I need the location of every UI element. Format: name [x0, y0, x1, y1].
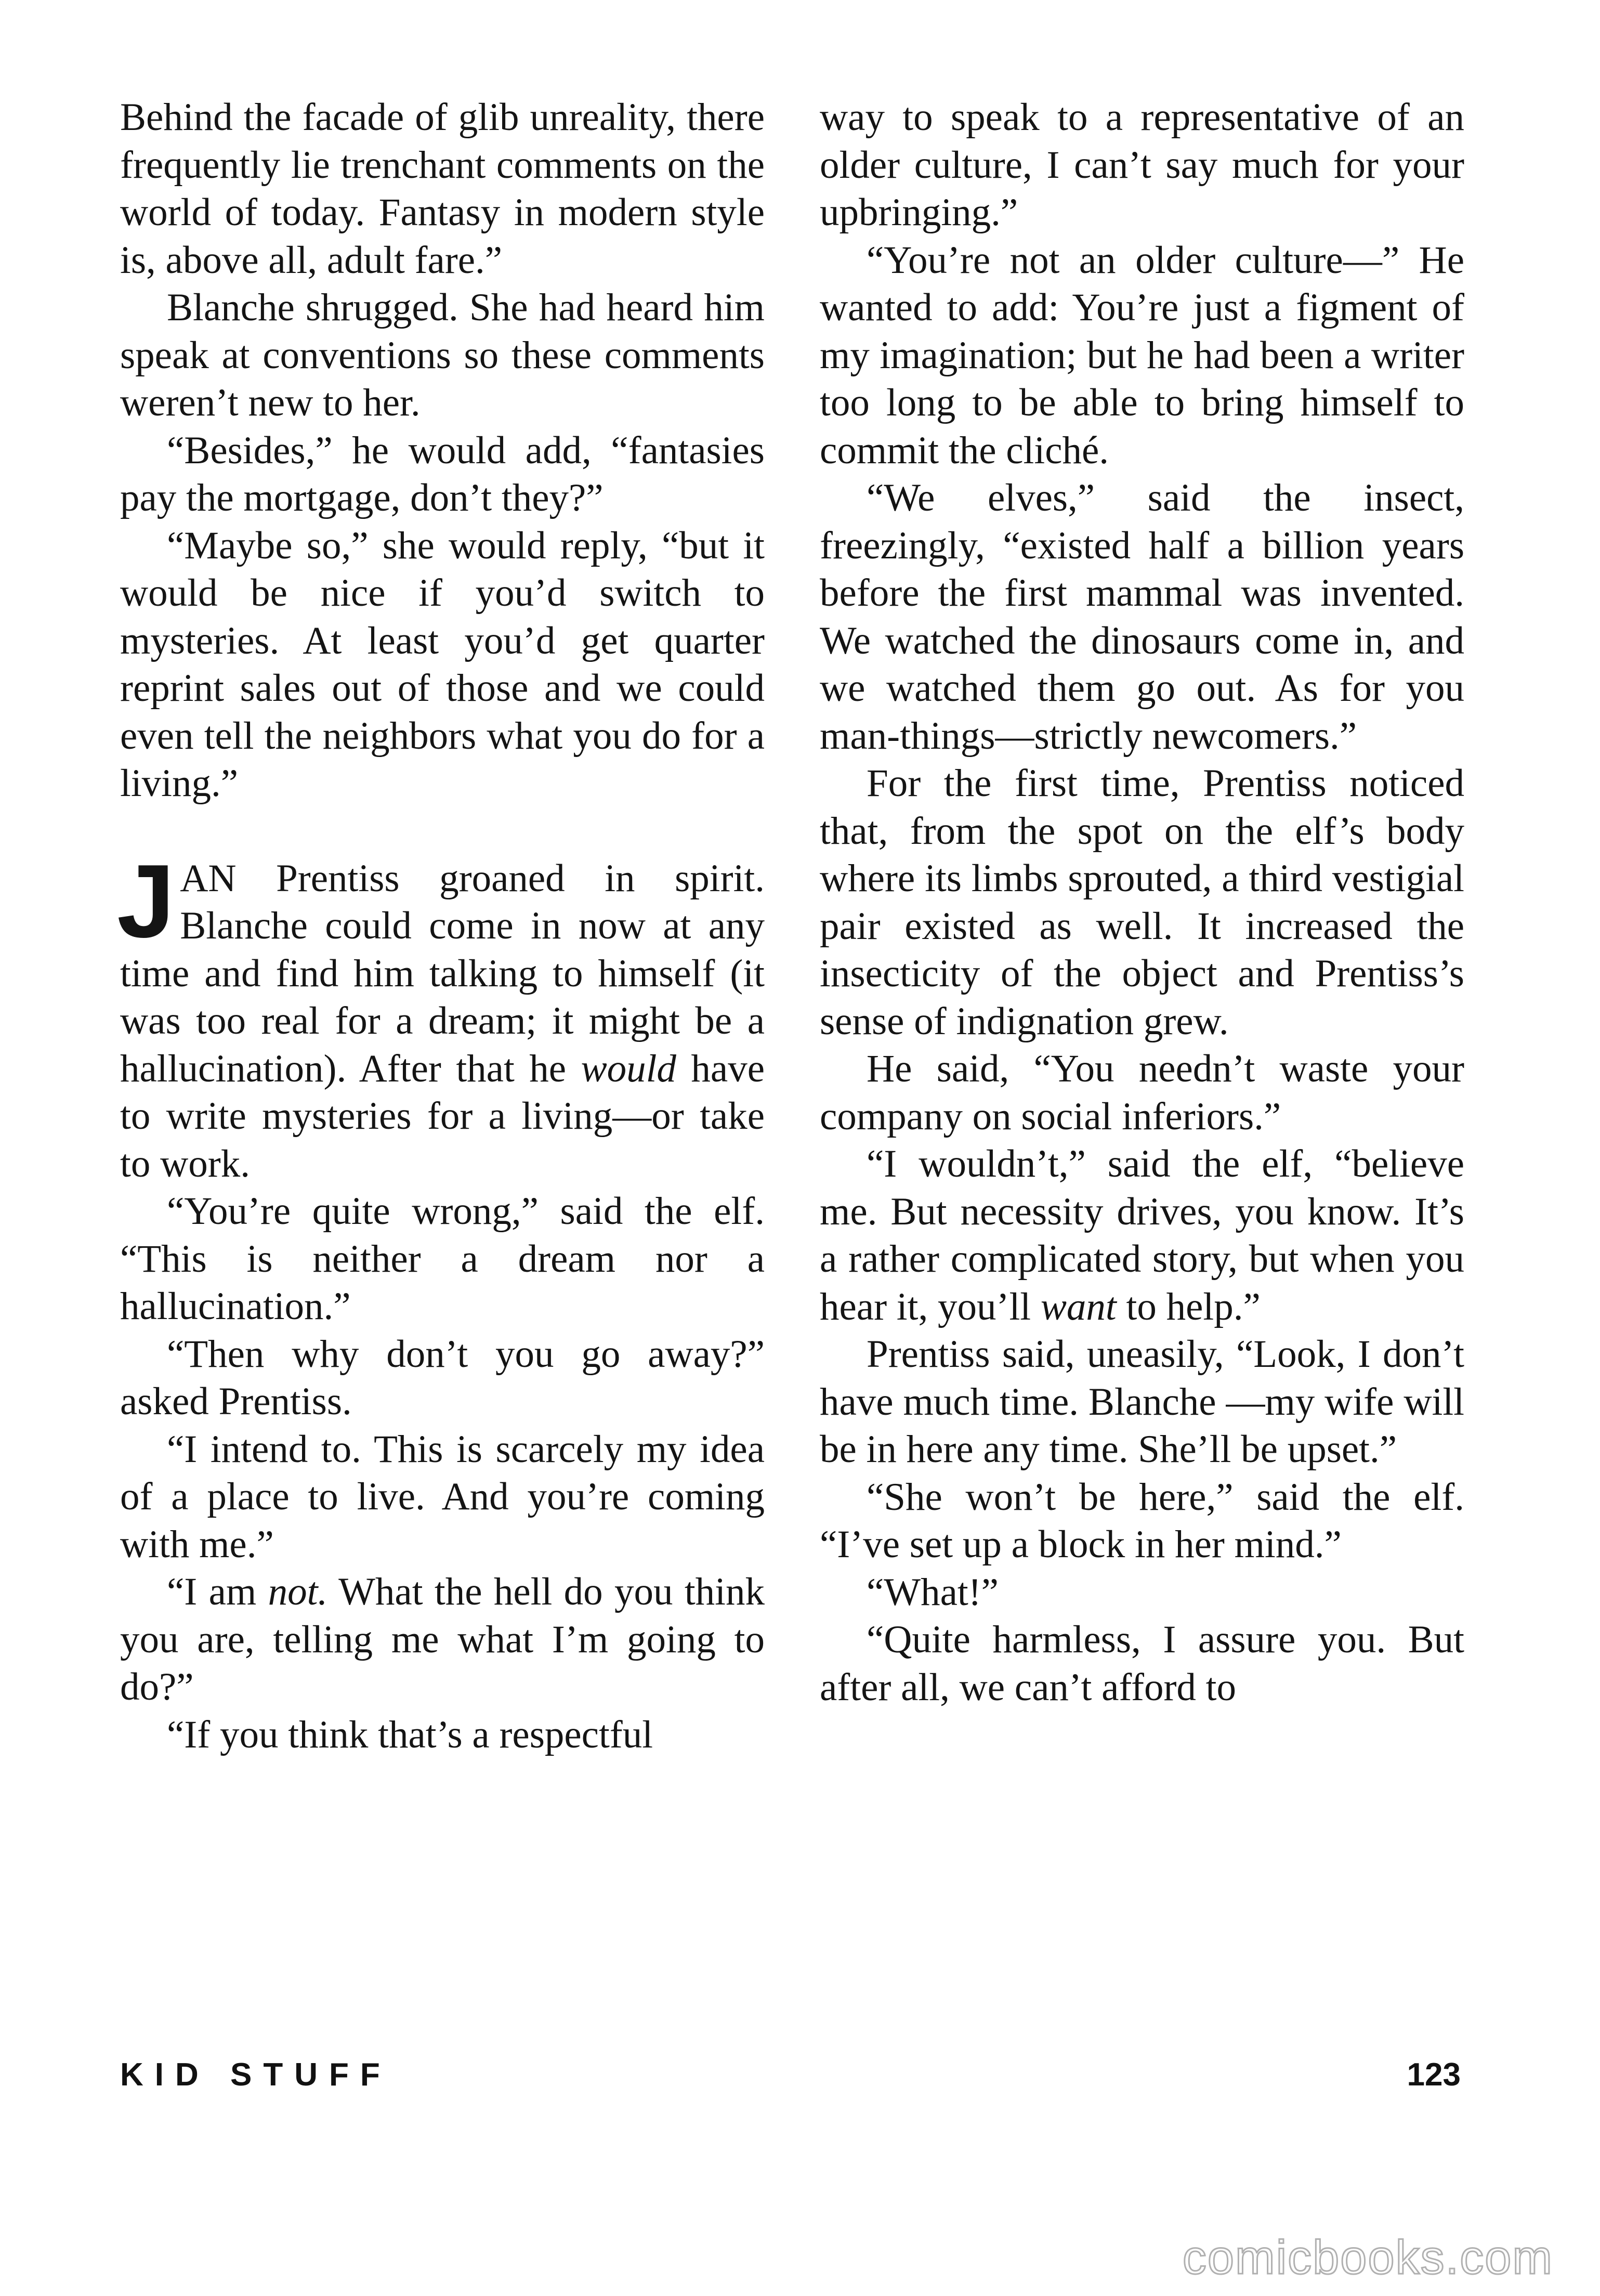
- text-run: “I am: [167, 1570, 268, 1613]
- paragraph: “Maybe so,” she would reply, “but it would be nice if you’d switch to mysteries. At least you’d get quarter reprint sales out of those and we could even tell the neighbors what you do for a living.”: [120, 524, 765, 805]
- paragraph: [820, 1140, 1464, 1330]
- paragraph: “Then why don’t you go away?” asked Prentiss.: [120, 1332, 765, 1423]
- text-run: “I wouldn’t,” said the elf, “believe me. But necessity drives, you know. It’s a rather complicated story, but when you hear it, you’ll: [820, 1142, 1464, 1328]
- text-run: to help.”: [1116, 1285, 1261, 1328]
- paragraph: “I intend to. This is scarcely my idea of a place to live. And you’re coming with me.”: [120, 1427, 765, 1566]
- page-number: 123: [1407, 2057, 1461, 2093]
- paragraph: “Quite harmless, I assure you. But after all, we can’t afford to: [820, 1618, 1464, 1709]
- paragraph: “Besides,” he would add, “fantasies pay the mortgage, don’t they?”: [120, 428, 765, 519]
- emphasis-text: not.: [268, 1570, 328, 1613]
- drop-cap: J: [117, 843, 175, 959]
- watermark-logo: comicbooks.com: [1182, 2231, 1553, 2284]
- paragraph: “What!”: [867, 1570, 999, 1614]
- text-run: What the hell do you think you are, telling me what I’m going to do?”: [120, 1570, 765, 1708]
- paragraph: “She won’t be here,” said the elf. “I’ve set up a block in her mind.”: [820, 1475, 1464, 1566]
- paragraph: Prentiss said, uneasily, “Look, I don’t have much time. Blanche —my wife will be in here any time. She’ll be upset.”: [820, 1333, 1464, 1471]
- paragraph: “We elves,” said the insect, freezingly, “existed half a billion years before the first mammal was invented. We watched the dinosaurs come in, and we watched them go out. As for you man-things—strictly newcomers.”: [820, 476, 1464, 758]
- emphasis-text: want: [1040, 1285, 1117, 1328]
- paragraph: [120, 1568, 765, 1711]
- text-run: AN Prentiss groaned in spirit. Blanche could come in now at any time and find him talking to himself (it was too real for a dream; it might be a hallucination). After that he: [120, 856, 765, 1090]
- emphasis-text: would: [581, 1047, 676, 1090]
- paragraph: “You’re quite wrong,” said the elf. “This is neither a dream nor a hallucination.”: [120, 1190, 765, 1328]
- text-run: have to write mysteries for a living—or take to work.: [120, 1047, 765, 1185]
- paragraph: “If you think that’s a respectful: [167, 1713, 653, 1756]
- paragraph: He said, “You needn’t waste your company on social inferiors.”: [820, 1047, 1464, 1138]
- paragraph: For the first time, Prentiss noticed that, from the spot on the elf’s body where its limbs sprouted, a third vestigial pair existed as well. It increased the insecticity of the object and Prentiss’s sense of indignation grew.: [820, 762, 1464, 1043]
- paragraph: Behind the facade of glib unreality, there frequently lie trenchant comments on the world of today. Fantasy in modern style is, above all, adult fare.”: [120, 96, 765, 282]
- left-text-column: [117, 94, 765, 1758]
- paragraph: way to speak to a representative of an older culture, I can’t say much for your upbringing.”: [820, 96, 1464, 234]
- paragraph-dropcap: [117, 843, 765, 1188]
- paragraph: “You’re not an older culture—” He wanted to add: You’re just a figment of my imagination; but he had been a writer too long to be able to bring himself to commit the cliché.: [820, 238, 1464, 472]
- right-text-column: [820, 94, 1464, 1711]
- running-title: KID STUFF: [120, 2057, 391, 2093]
- paragraph: Blanche shrugged. She had heard him speak at conventions so these comments weren’t new to her.: [120, 286, 765, 424]
